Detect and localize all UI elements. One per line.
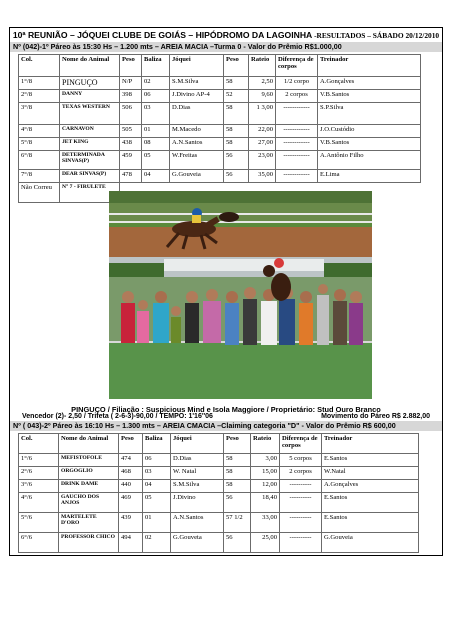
cell-joquei: M.Macedo	[170, 125, 224, 138]
cell-joquei: D.Dias	[171, 454, 224, 467]
cell-rateio: 23,00	[249, 151, 276, 170]
cell-col: 6°/6	[19, 533, 59, 553]
cell-name: MARTELETE D'ORO	[59, 513, 119, 533]
cell-baliza: 01	[142, 125, 170, 138]
cell-dif: ----------	[280, 513, 322, 533]
cell-peso2: 56	[224, 151, 249, 170]
cell-baliza: 05	[143, 493, 171, 513]
cell-joquei: A.N.Santos	[170, 138, 224, 151]
col-header: Diferença de corpos	[276, 55, 318, 77]
cell-name: DRINK DAME	[59, 480, 119, 493]
photo-caption: PINGUÇO / Filiação : Suspicious Mind e Isola Maggiore / Proprietário: Stud Ouro Branco	[71, 405, 381, 414]
cell-joquei: W. Natal	[171, 467, 224, 480]
cell-joquei: J.Divino	[171, 493, 224, 513]
col-header: Jóquei	[171, 434, 224, 454]
col-header: Treinador	[322, 434, 419, 454]
cell-joquei: S.M.Silva	[170, 77, 224, 90]
col-header: Baliza	[142, 55, 170, 77]
table-row	[19, 90, 421, 103]
cell-peso: 459	[120, 151, 142, 170]
vencedor-text: Vencedor (2)- 2,50 / Trifeta ( 2-6-3)-90,00 / TEMPO: 1'16''06	[22, 413, 213, 420]
cell-name: TEXAS WESTERN	[60, 103, 120, 125]
cell-treinador: E.Santos	[322, 493, 419, 513]
cell-peso: 478	[120, 170, 142, 183]
col-header: Peso	[224, 55, 249, 77]
cell-name: JET KING	[60, 138, 120, 151]
table-row	[19, 513, 419, 533]
table-row	[19, 467, 419, 480]
nao-correu-label: Não Correu	[19, 183, 60, 203]
cell-rateio: 12,00	[251, 480, 280, 493]
cell-col: 1°/6	[19, 454, 59, 467]
cell-treinador: A.Gonçalves	[322, 480, 419, 493]
cell-joquei: G.Gouveia	[170, 170, 224, 183]
cell-rateio: 33,00	[251, 513, 280, 533]
cell-baliza: 06	[142, 90, 170, 103]
col-header: Nome do Animal	[60, 55, 120, 77]
cell-baliza: 03	[142, 103, 170, 125]
cell-col: 3°/6	[19, 480, 59, 493]
race1-summary	[22, 413, 430, 420]
cell-peso: 469	[119, 493, 143, 513]
cell-baliza: 02	[143, 533, 171, 553]
cell-baliza: 06	[143, 454, 171, 467]
col-header: Diferença de corpos	[280, 434, 322, 454]
col-header: Baliza	[143, 434, 171, 454]
table-row	[19, 151, 421, 170]
cell-treinador: E.Santos	[322, 513, 419, 533]
col-header: Peso	[119, 434, 143, 454]
cell-col: 7°/8	[19, 170, 60, 183]
col-header: Col.	[19, 434, 59, 454]
cell-baliza: 02	[142, 77, 170, 90]
page-title	[9, 30, 443, 41]
cell-rateio: 15,00	[251, 467, 280, 480]
cell-rateio: 27,00	[249, 138, 276, 151]
cell-peso2: 56	[224, 170, 249, 183]
cell-joquei: D.Dias	[170, 103, 224, 125]
table-row	[19, 138, 421, 151]
table-row	[19, 493, 419, 513]
cell-name: ORGOGLIO	[59, 467, 119, 480]
cell-rateio: 3,00	[251, 454, 280, 467]
race2-table	[18, 433, 419, 553]
cell-rateio: 9,60	[249, 90, 276, 103]
table-row	[19, 77, 421, 90]
cell-peso2: 58	[224, 103, 249, 125]
race1-table	[18, 54, 421, 203]
cell-peso: 440	[119, 480, 143, 493]
cell-col: 3°/8	[19, 103, 60, 125]
cell-col: 4°/8	[19, 125, 60, 138]
col-header: Peso	[224, 434, 251, 454]
cell-peso2: 58	[224, 138, 249, 151]
table-row	[19, 103, 421, 125]
cell-col: 2°/6	[19, 467, 59, 480]
cell-name: DANNY	[60, 90, 120, 103]
cell-dif: 1/2 corpo	[276, 77, 318, 90]
cell-peso2: 52	[224, 90, 249, 103]
cell-dif: ----------	[280, 480, 322, 493]
cell-rateio: 25,00	[251, 533, 280, 553]
cell-peso: N/P	[120, 77, 142, 90]
cell-dif: ------------	[276, 125, 318, 138]
cell-rateio: 2,50	[249, 77, 276, 90]
col-header: Treinador	[318, 55, 421, 77]
winner-photo-image	[109, 191, 372, 399]
cell-peso2: 58	[224, 480, 251, 493]
cell-treinador: A.Antônio Filho	[318, 151, 421, 170]
cell-peso2: 56	[224, 493, 251, 513]
nao-correu-value: N° 7 - FIRULETE	[60, 183, 120, 203]
cell-peso: 439	[119, 513, 143, 533]
cell-name: DEAR SINVAS(P)	[60, 170, 120, 183]
cell-col: 5°/6	[19, 513, 59, 533]
cell-treinador: E.Santos	[322, 454, 419, 467]
cell-rateio: 35,00	[249, 170, 276, 183]
table-row	[19, 125, 421, 138]
title-main: 10ª REUNIÃO – JÓQUEI CLUBE DE GOIÁS – HIPÓDROMO DA LAGOINHA	[12, 30, 313, 40]
cell-peso2: 58	[224, 125, 249, 138]
col-header: Col.	[19, 55, 60, 77]
cell-joquei: A.N.Santos	[171, 513, 224, 533]
cell-peso: 474	[119, 454, 143, 467]
winner-photo	[109, 191, 372, 399]
table-row	[19, 170, 421, 183]
cell-peso: 506	[120, 103, 142, 125]
cell-rateio: 1 3,00	[249, 103, 276, 125]
cell-name: GAUCHO DOS ANJOS	[59, 493, 119, 513]
col-header: Peso	[120, 55, 142, 77]
cell-treinador: V.B.Santos	[318, 90, 421, 103]
cell-dif: ----------	[280, 493, 322, 513]
cell-peso2: 58	[224, 454, 251, 467]
cell-peso2: 58	[224, 467, 251, 480]
cell-name: PINGUÇO	[60, 77, 120, 90]
table-header-row	[19, 434, 419, 454]
cell-baliza: 01	[143, 513, 171, 533]
cell-peso: 494	[119, 533, 143, 553]
table-row	[19, 454, 419, 467]
cell-joquei: G.Gouveta	[171, 533, 224, 553]
cell-joquei: J.Divino AP-4	[170, 90, 224, 103]
cell-dif: 5 corpos	[280, 454, 322, 467]
race2-header: Nº ( 043)-2º Páreo às 16:10 Hs – 1.300 mts – AREIA CMACIA –Claiming categoria "D" - Valor do Prêmio R$ 600,00	[10, 421, 442, 431]
table-header-row	[19, 55, 421, 77]
cell-dif: ------------	[276, 151, 318, 170]
cell-peso: 438	[120, 138, 142, 151]
movimento-text: Movimento do Páreo R$ 2.882,00	[321, 413, 430, 420]
cell-treinador: W.Natal	[322, 467, 419, 480]
cell-dif: ----------	[280, 533, 322, 553]
table-row	[19, 533, 419, 553]
cell-peso2: 58	[224, 77, 249, 90]
cell-name: MEFISTOFOLE	[59, 454, 119, 467]
cell-dif: 2 corpos	[276, 90, 318, 103]
cell-col: 5°/8	[19, 138, 60, 151]
cell-col: 6°/8	[19, 151, 60, 170]
title-sub: -RESULTADOS – SÁBADO 20/12/2010	[312, 31, 440, 40]
cell-joquei: W.Freitas	[170, 151, 224, 170]
race1-header: Nº (042)-1º Páreo às 15:30 Hs – 1.200 mts – AREIA MACIA –Turma 0 - Valor do Prêmio R$1.000,00	[10, 42, 442, 52]
table-row	[19, 480, 419, 493]
cell-peso: 398	[120, 90, 142, 103]
cell-baliza: 03	[143, 467, 171, 480]
cell-treinador: E.Lima	[318, 170, 421, 183]
cell-col: 1°/8	[19, 77, 60, 90]
cell-baliza: 04	[142, 170, 170, 183]
cell-peso: 505	[120, 125, 142, 138]
cell-name: DETERMINADA SINVAS(P)	[60, 151, 120, 170]
cell-baliza: 04	[143, 480, 171, 493]
cell-treinador: V.B.Santos	[318, 138, 421, 151]
cell-peso2: 56	[224, 533, 251, 553]
cell-dif: ------------	[276, 170, 318, 183]
cell-baliza: 05	[142, 151, 170, 170]
cell-dif: ------------	[276, 103, 318, 125]
col-header: Nome do Animal	[59, 434, 119, 454]
col-header: Jóquei	[170, 55, 224, 77]
cell-peso2: 57 1/2	[224, 513, 251, 533]
cell-col: 2°/8	[19, 90, 60, 103]
cell-treinador: S.P.Silva	[318, 103, 421, 125]
cell-rateio: 18,40	[251, 493, 280, 513]
cell-joquei: S.M.Silva	[171, 480, 224, 493]
col-header: Rateio	[251, 434, 280, 454]
cell-dif: 2 corpos	[280, 467, 322, 480]
cell-treinador: G.Gouveia	[322, 533, 419, 553]
cell-name: CARNAVON	[60, 125, 120, 138]
cell-dif: ------------	[276, 138, 318, 151]
cell-treinador: A.Gonçalves	[318, 77, 421, 90]
cell-baliza: 08	[142, 138, 170, 151]
cell-name: PROFESSOR CHICO	[59, 533, 119, 553]
cell-col: 4°/6	[19, 493, 59, 513]
cell-rateio: 22,00	[249, 125, 276, 138]
cell-peso: 468	[119, 467, 143, 480]
cell-treinador: J.O.Custódio	[318, 125, 421, 138]
col-header: Rateio	[249, 55, 276, 77]
